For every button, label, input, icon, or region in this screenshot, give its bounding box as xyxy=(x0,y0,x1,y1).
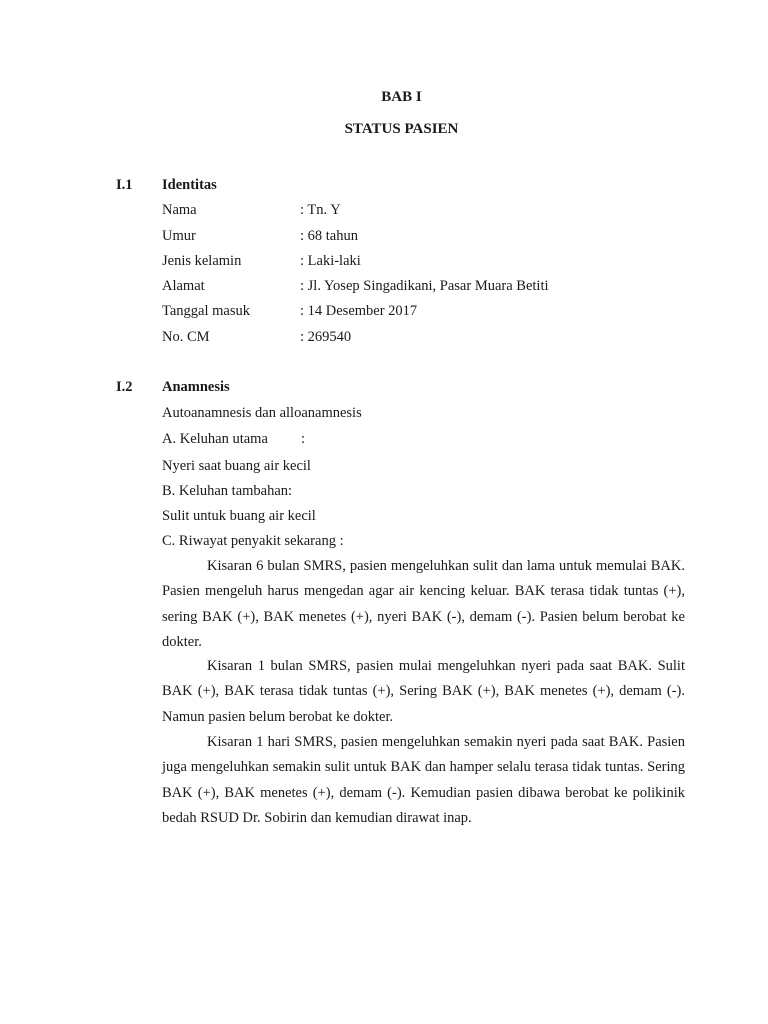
field-value-umur: : 68 tahun xyxy=(300,228,358,244)
field-label-no-cm: No. CM xyxy=(162,329,210,345)
keluhan-utama-label: A. Keluhan utama xyxy=(162,431,268,447)
chapter-subtitle: STATUS PASIEN xyxy=(344,121,459,137)
field-label-tanggal-masuk: Tanggal masuk xyxy=(162,303,250,319)
field-value-tanggal-masuk: : 14 Desember 2017 xyxy=(300,303,418,319)
riwayat-label: C. Riwayat penyakit sekarang : xyxy=(162,533,344,549)
riwayat-paragraph-3: Kisaran 1 hari SMRS, pasien mengeluhkan semakin nyeri pada saat BAK. Pasien juga mengeluhkan semakin sulit untuk BAK dan hamper selalu terasa tidak tuntas. Sering BAK (+), BAK menetes (+), demam (-). Kemudian pasien dibawa berobat ke polikinik bedah RSUD Dr. Sobirin dan kemudian dirawat inap. xyxy=(162,734,685,826)
section-heading-anamnesis: Anamnesis xyxy=(162,379,230,395)
chapter-title: BAB I xyxy=(381,89,422,105)
riwayat-paragraph-2: Kisaran 1 bulan SMRS, pasien mulai mengeluhkan nyeri pada saat BAK. Sulit BAK (+), BAK terasa tidak tuntas (+), Sering BAK (+), BAK menetes (+), demam (-). Namun pasien belum berobat ke dokter. xyxy=(162,658,685,725)
riwayat-paragraph-1: Kisaran 6 bulan SMRS, pasien mengeluhkan sulit dan lama untuk memulai BAK. Pasien mengeluh harus mengedan agar air kencing keluar. BAK terasa tidak tuntas (+), sering BAK (+), BAK menetes (+), nyeri BAK (-), demam (-). Pasien belum berobat ke dokter. xyxy=(162,558,685,650)
anamnesis-intro: Autoanamnesis dan alloanamnesis xyxy=(162,405,362,421)
field-value-alamat: : Jl. Yosep Singadikani, Pasar Muara Betiti xyxy=(300,278,549,294)
section-number-anamnesis: I.2 xyxy=(116,379,133,395)
field-label-nama: Nama xyxy=(162,202,197,218)
field-label-umur: Umur xyxy=(162,228,196,244)
keluhan-tambahan-text: Sulit untuk buang air kecil xyxy=(162,508,316,524)
keluhan-utama-text: Nyeri saat buang air kecil xyxy=(162,458,311,474)
field-value-no-cm: : 269540 xyxy=(300,329,352,345)
section-number-identitas: I.1 xyxy=(116,177,133,193)
keluhan-tambahan-label: B. Keluhan tambahan: xyxy=(162,483,293,499)
section-heading-identitas: Identitas xyxy=(162,177,217,193)
field-label-jenis-kelamin: Jenis kelamin xyxy=(162,253,242,269)
field-label-alamat: Alamat xyxy=(162,278,205,294)
field-value-nama: : Tn. Y xyxy=(300,202,341,218)
field-value-jenis-kelamin: : Laki-laki xyxy=(300,253,361,269)
keluhan-utama-colon: : xyxy=(301,431,306,447)
